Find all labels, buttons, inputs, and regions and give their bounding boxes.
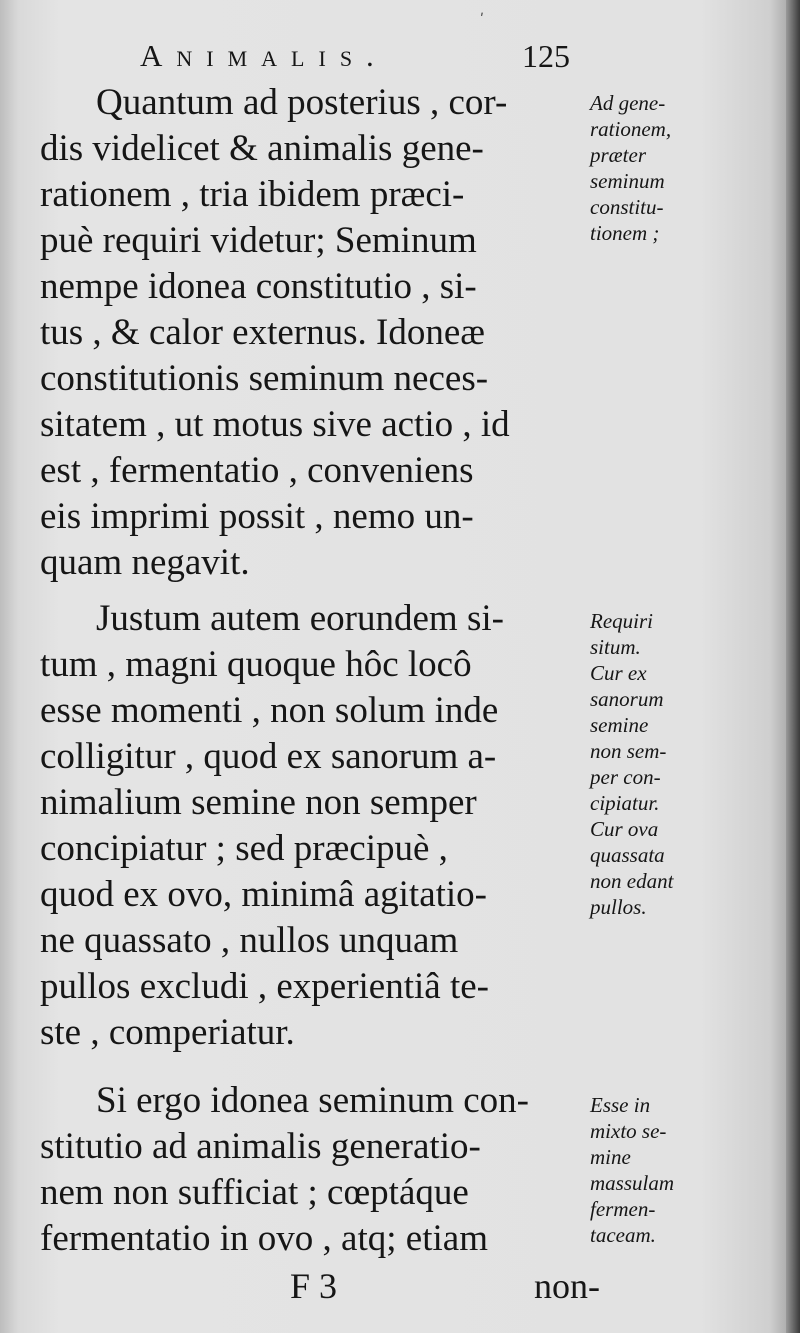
page-footer	[40, 1265, 600, 1305]
page-edge-shadow	[786, 0, 800, 1333]
signature-mark: F 3	[290, 1266, 338, 1306]
note-line: Cur ex	[590, 661, 647, 685]
text-line: quam negavit.	[40, 542, 250, 583]
marginal-note-1	[590, 90, 740, 246]
text-line: esse momenti , non solum inde	[40, 690, 499, 731]
note-line: quassata	[590, 843, 665, 867]
note-line: sanorum	[590, 687, 664, 711]
text-line: dis videlicet & animalis gene-	[40, 128, 484, 169]
text-line: rationem , tria ibidem præci-	[40, 174, 465, 215]
text-line: tus , & calor externus. Idoneæ	[40, 312, 485, 353]
text-line: tum , magni quoque hôc locô	[40, 644, 472, 685]
note-line: fermen-	[590, 1197, 656, 1221]
running-title: Animalis.	[140, 38, 388, 73]
marginal-note-2	[590, 608, 740, 920]
paragraph-2	[40, 596, 590, 1056]
note-line: situm.	[590, 635, 641, 659]
paragraph-3	[40, 1078, 590, 1262]
note-line: per con-	[590, 765, 661, 789]
catchword: non-	[534, 1266, 600, 1306]
note-line: mixto se-	[590, 1119, 667, 1143]
note-line: Requiri	[590, 609, 653, 633]
note-line: Esse in	[590, 1093, 651, 1117]
text-line: constitutionis seminum neces-	[40, 358, 489, 399]
note-line: rationem,	[590, 117, 672, 141]
text-line: puè requiri videtur; Seminum	[40, 220, 477, 261]
text-line: colligitur , quod ex sanorum a-	[40, 736, 497, 777]
paragraph-1	[40, 80, 590, 586]
text-line: Justum autem eorundem si-	[96, 598, 504, 639]
text-line: sitatem , ut motus sive actio , id	[40, 404, 510, 445]
note-line: non sem-	[590, 739, 667, 763]
marginal-note-3	[590, 1092, 740, 1248]
note-line: Ad gene-	[590, 91, 666, 115]
printer-mark: ʹ	[480, 12, 484, 28]
note-line: cipiatur.	[590, 791, 660, 815]
text-line: quod ex ovo, minimâ agitatio-	[40, 874, 487, 915]
main-text	[40, 80, 590, 1262]
text-line: est , fermentatio , conveniens	[40, 450, 474, 491]
text-line: nimalium semine non semper	[40, 782, 477, 823]
note-line: constitu-	[590, 195, 664, 219]
note-line: Cur ova	[590, 817, 659, 841]
note-line: præter	[590, 143, 647, 167]
note-line: seminum	[590, 169, 665, 193]
text-line: stitutio ad animalis generatio-	[40, 1126, 481, 1167]
text-line: concipiatur ; sed præcipuè ,	[40, 828, 448, 869]
note-line: mine	[590, 1145, 631, 1169]
note-line: pullos.	[590, 895, 647, 919]
text-line: fermentatio in ovo , atq; etiam	[40, 1218, 488, 1259]
page-number: 125	[522, 38, 570, 74]
text-line: ne quassato , nullos unquam	[40, 920, 459, 961]
running-head	[140, 38, 580, 78]
text-line: nempe idonea constitutio , si-	[40, 266, 477, 307]
text-line: eis imprimi possit , nemo un-	[40, 496, 474, 537]
text-line: ste , comperiatur.	[40, 1012, 295, 1053]
note-line: semine	[590, 713, 649, 737]
note-line: massulam	[590, 1171, 675, 1195]
text-line: pullos excludi , experientiâ te-	[40, 966, 489, 1007]
text-line: nem non sufficiat ; cœptáque	[40, 1172, 469, 1213]
note-line: non edant	[590, 869, 674, 893]
note-line: tionem ;	[590, 221, 660, 245]
text-line: Si ergo idonea seminum con-	[96, 1080, 529, 1121]
note-line: taceam.	[590, 1223, 656, 1247]
text-line: Quantum ad posterius , cor-	[96, 82, 508, 123]
